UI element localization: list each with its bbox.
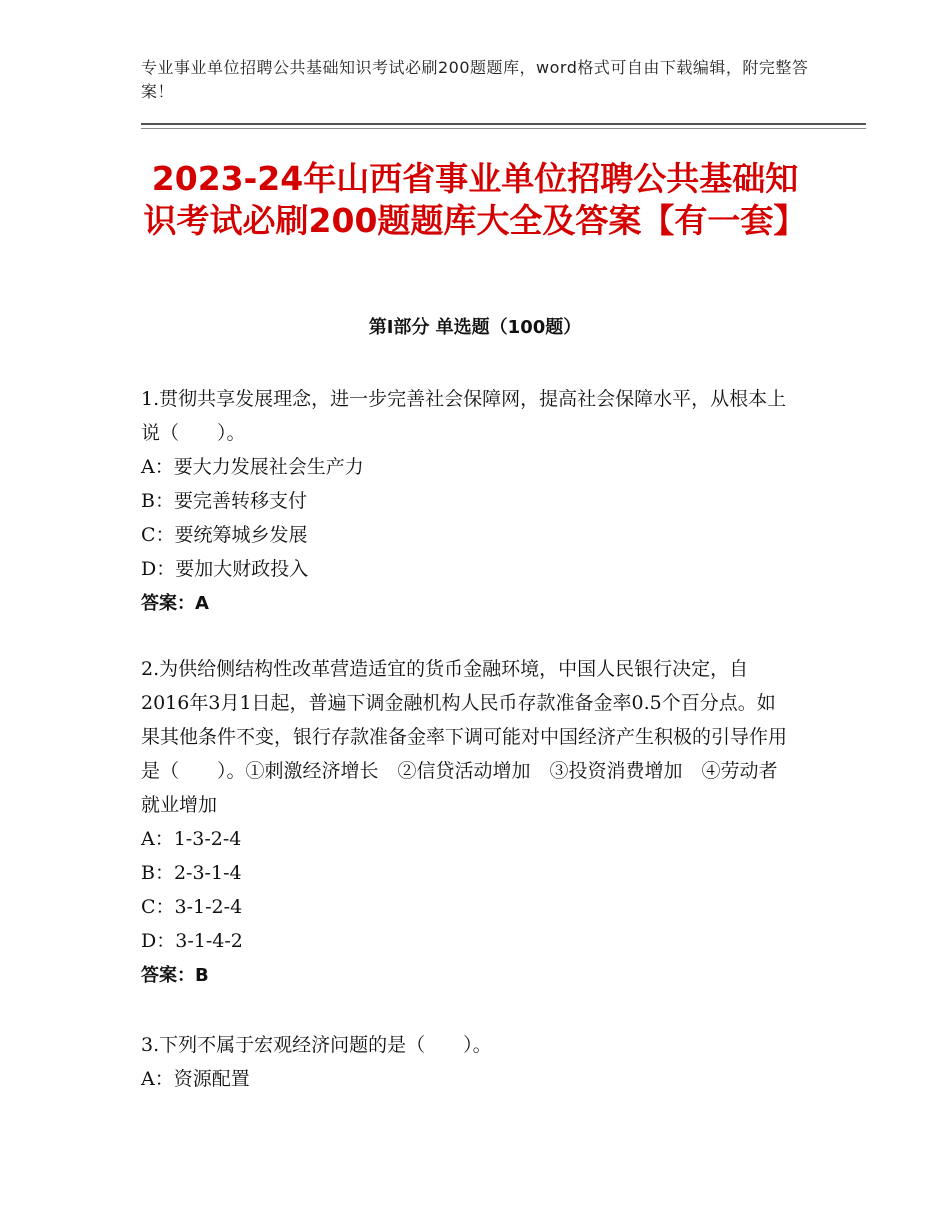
question-1 (141, 382, 791, 622)
option-c: C：3-1-2-4 (141, 896, 243, 918)
document-title: 2023-24年山西省事业单位招聘公共基础知识考试必刷200题题库大全及答案【有一套】 (143, 159, 807, 240)
header-note: 专业事业单位招聘公共基础知识考试必刷200题题库，word格式可自由下载编辑，附完整答案！ (141, 58, 809, 101)
option-a: A：要大力发展社会生产力 (141, 456, 364, 478)
section-heading: 第Ⅰ部分 单选题（100题） (368, 317, 582, 338)
option-d: D：3-1-4-2 (141, 930, 243, 952)
question-3 (141, 1028, 791, 1096)
option-b: B：2-3-1-4 (141, 862, 242, 884)
question-2 (141, 652, 791, 994)
option-d: D：要加大财政投入 (141, 558, 309, 580)
answer-label: 答案：A (141, 593, 209, 614)
header-rule-thin (141, 128, 866, 129)
question-stem: 1.贯彻共享发展理念，进一步完善社会保障网，提高社会保障水平，从根本上说（ ）。 (141, 388, 787, 444)
option-b: B：要完善转移支付 (141, 490, 307, 512)
question-stem: 2.为供给侧结构性改革营造适宜的货币金融环境，中国人民银行决定，自2016年3月1日起，普遍下调金融机构人民币存款准备金率0.5个百分点。如果其他条件不变，银行存款准备金率下调可能对中国经济产生积极的引导作用是（ ）。①刺激经济增长 ②信贷活动增加 ③投资消费增加 ④劳动者就业增加 (141, 658, 788, 816)
answer-label: 答案：B (141, 965, 209, 986)
option-a: A：1-3-2-4 (141, 828, 242, 850)
header-rule-thick (141, 123, 866, 125)
option-a: A：资源配置 (141, 1068, 250, 1090)
question-stem: 3.下列不属于宏观经济问题的是（ ）。 (141, 1034, 492, 1056)
option-c: C：要统筹城乡发展 (141, 524, 308, 546)
